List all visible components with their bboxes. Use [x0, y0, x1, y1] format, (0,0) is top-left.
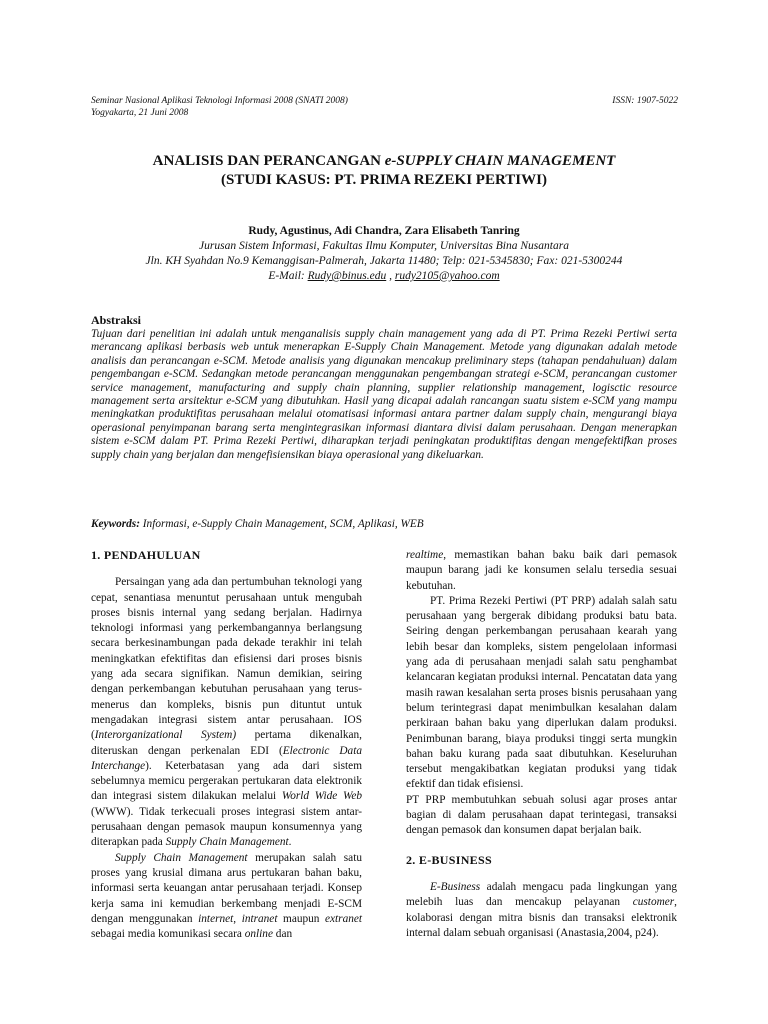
title-line2: (STUDI KASUS: PT. PRIMA REZEKI PERTIWI) — [221, 172, 547, 188]
section-heading-1: 1. PENDAHULUAN — [91, 548, 201, 562]
paragraph-company: PT. Prima Rezeki Pertiwi (PT PRP) adalah salah satu perusahaan yang bergerak dibidang produksi batu bata. Seiring dengan perkembangan perusahaan kearah yang lebih besar dan kompleks, sistem pengelolaan informasi yang ada di perusahaan menjadi salah satu penghambat kelancaran kegiatan produksi internal. Pencatatan data yang masih rawan kesalahan serta proses bisnis perusahaan yang belum terintegrasi dapat menimbulkan kesalahan dalam perkiraan bahan baku yang diperlukan dalam produksi. Penimbunan barang, biaya produksi tinggi serta mungkin bahan baku kurang pada saat dibutuhkan. Keseluruhan tersebut mengakibatkan kegiatan produksi yang tidak efektif dan tidak efisiensi. — [406, 594, 677, 791]
issn: ISSN: 1907-5022 — [612, 96, 678, 106]
seminar-name: Seminar Nasional Aplikasi Teknologi Informasi 2008 (SNATI 2008) — [91, 96, 348, 106]
paragraph-solution: PT PRP membutuhkan sebuah solusi agar proses antar bagian di dalam perusahaan dapat terintegasi, transaksi dengan pemasok dan konsumen dapat berjalan baik. — [406, 793, 677, 837]
email-link-2[interactable]: rudy2105@yahoo.com — [394, 270, 500, 282]
abstract-heading: Abstraksi — [91, 313, 142, 327]
author-names: Rudy, Agustinus, Adi Chandra, Zara Elisabeth Tanring — [248, 225, 520, 237]
address: Jln. KH Syahdan No.9 Kemanggisan-Palmerah, Jakarta 11480; Telp: 021-5345830; Fax: 021-5300244 — [145, 255, 623, 267]
affiliation: Jurusan Sistem Informasi, Fakultas Ilmu Komputer, Universitas Bina Nusantara — [199, 240, 569, 252]
email-sep: , — [386, 270, 395, 282]
author-block — [0, 224, 768, 284]
paragraph-scm: Supply Chain Management merupakan salah satu proses yang krusial dimana arus pertukaran bahan baku, informasi serta keuangan antar perusahaan terjadi. Konsep kerja sama ini kemudian berkembang menjadi E-SCM dengan menggunakan internet, intranet maupun extranet sebagai media komunikasi secara online dan — [91, 851, 363, 941]
email-label: E-Mail: — [268, 270, 308, 282]
left-column — [91, 548, 362, 942]
title-line1b: e-SUPPLY CHAIN MANAGEMENT — [384, 153, 616, 169]
place-date: Yogyakarta, 21 Juni 2008 — [91, 108, 189, 118]
paper-title — [0, 152, 768, 190]
keywords — [91, 518, 677, 530]
email-link-1[interactable]: Rudy@binus.edu — [307, 270, 387, 282]
running-header — [91, 95, 678, 119]
section-heading-2: 2. E-BUSINESS — [406, 852, 492, 867]
abstract-text: Tujuan dari penelitian ini adalah untuk menganalisis supply chain management yang ada di PT. Prima Rezeki Pertiwi serta merancang aplikasi berbasis web untuk menerapkan E-Supply Chain Management. Metode yang digunakan adalah metode analisis dan perancangan e-SCM. Metode analisis yang digunakan mencakup preliminary steps (tahapan pendahuluan) dalam pengembangan e-SCM. Sedangkan metode perancangan menggunakan pengembangan strategi e-SCM, perancangan customer service management, manufacturing and supply chain planning, supplier relationship management, logisctic resource management serta arsitektur e-SCM yang dibutuhkan. Hasil yang dicapai adalah rancangan suatu sistem e-SCM yang mampu meningkatkan produktifitas perusahaan melalui otomatisasi informasi antara partner dalam supply chain, mengurangi biaya operasional penyimpanan barang serta mengintegrasikan informasi diantara divisi dalam perusahaan. Dengan menerapkan sistem e-SCM dalam PT. Prima Rezeki Pertiwi, diharapkan terjadi peningkatan produktifitas dengan mengefektifkan proses supply chain yang berjalan dan mengefisiensikan biaya operasional yang dikeluarkan. — [91, 328, 677, 461]
email-line — [0, 269, 768, 284]
title-line1a: ANALISIS DAN PERANCANGAN — [152, 153, 385, 169]
paragraph-intro: Persaingan yang ada dan pertumbuhan teknologi yang cepat, senantiasa menuntut perusahaan untuk mengubah proses bisnis internal yang sedang berjalan. Hadirnya teknologi informasi yang perkembangannya berlangsung secara berkesinambungan pada dekade terakhir ini telah meningkatkan efektifitas dan efisiensi dari proses bisnis yang ada secara signifikan. Namun demikian, seiring dengan perkembangan kebutuhan perusahaan yang terus-menerus dan kompleks, bisnis pun dituntut untuk mengadakan integrasi sistem antar perusahaan. IOS (Interorganizational System) pertama dikenalkan, diteruskan dengan perkenalan EDI (Electronic Data Interchange). Keterbatasan yang ada dari sistem sebelumnya memicu pergerakan pertukaran data elektronik dan integrasi sistem dilakukan melalui World Wide Web (WWW). Tidak terkecuali proses integrasi sistem antar-perusahaan dengan pemasok maupun konsumennya yang diterapkan pada Supply Chain Management. — [91, 576, 362, 849]
right-column — [406, 548, 677, 941]
paragraph-continued: realtime, memastikan bahan baku baik dari pemasok maupun barang jadi ke konsumen selalu tersedia sesuai kebutuhan. — [406, 549, 677, 592]
keywords-label: Keywords: — [91, 518, 140, 530]
paragraph-ebusiness: E-Business adalah mengacu pada lingkungan yang melebih luas dan mencakup pelayanan customer, kolaborasi dengan mitra bisnis dan transaksi elektronik internal dalam sebuah organisasi (Anastasia,2004, p24). — [406, 880, 677, 939]
keywords-text: Informasi, e-Supply Chain Management, SCM, Aplikasi, WEB — [139, 518, 424, 530]
